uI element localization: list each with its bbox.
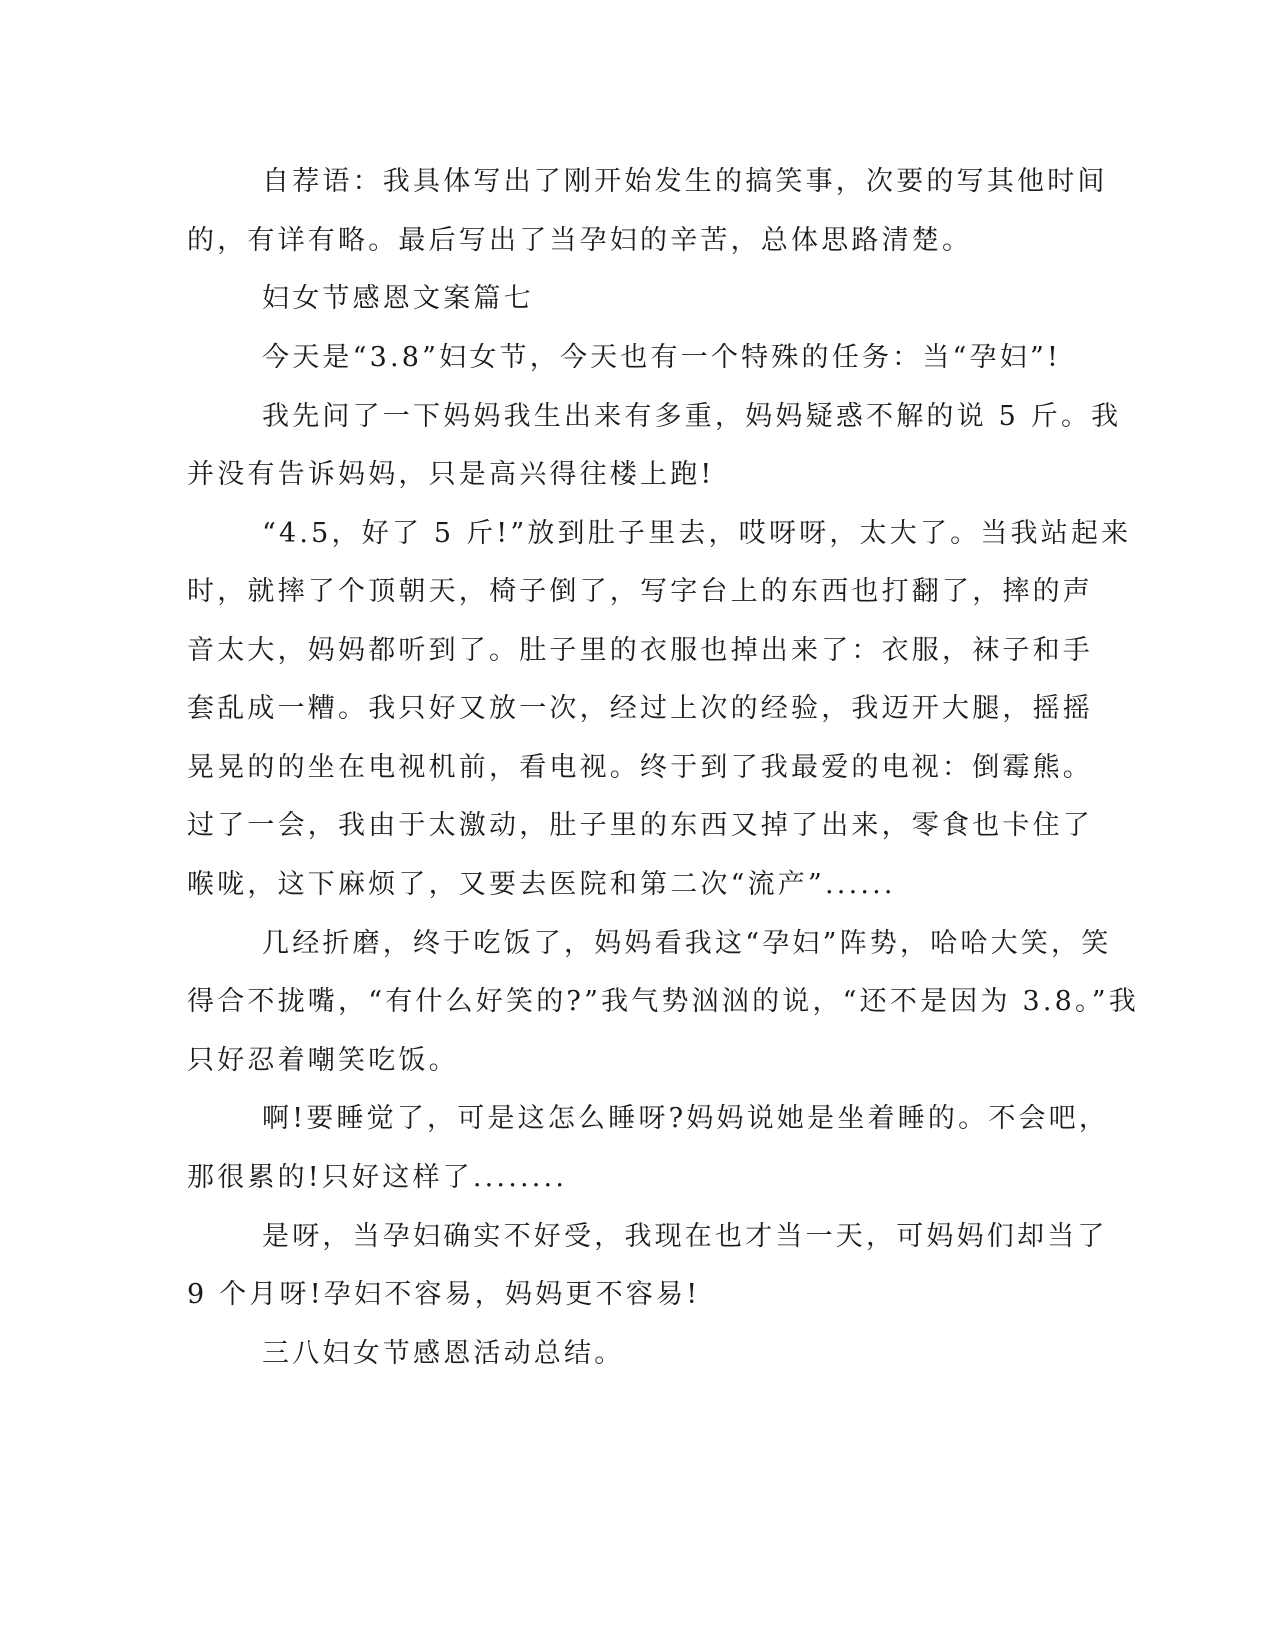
paragraph-line: 三八妇女节感恩活动总结。 — [262, 1338, 625, 1369]
paragraph-line: 并没有告诉妈妈，只是高兴得往楼上跑! — [187, 459, 715, 490]
paragraph-line: 喉咙，这下麻烦了，又要去医院和第二次“流产”...... — [187, 869, 896, 900]
paragraph-line: 音太大，妈妈都听到了。肚子里的衣服也掉出来了：衣服，袜子和手 — [187, 635, 1093, 666]
paragraph-line: 啊!要睡觉了，可是这怎么睡呀?妈妈说她是坐着睡的。不会吧， — [262, 1103, 1110, 1134]
paragraph-line: 晃晃的的坐在电视机前，看电视。终于到了我最爱的电视：倒霉熊。 — [187, 752, 1093, 783]
paragraph-line: 只好忍着嘲笑吃饭。 — [187, 1045, 459, 1076]
paragraph-line: 是呀，当孕妇确实不好受，我现在也才当一天，可妈妈们却当了 — [262, 1221, 1108, 1252]
paragraph-line: 的，有详有略。最后写出了当孕妇的辛苦，总体思路清楚。 — [187, 225, 973, 256]
paragraph-line: 套乱成一糟。我只好又放一次，经过上次的经验，我迈开大腿，摇摇 — [187, 693, 1093, 724]
paragraph-line: 几经折磨，终于吃饭了，妈妈看我这“孕妇”阵势，哈哈大笑，笑 — [262, 928, 1112, 959]
paragraph-line: 时，就摔了个顶朝天，椅子倒了，写字台上的东西也打翻了，摔的声 — [187, 576, 1093, 607]
paragraph-line: 得合不拢嘴，“有什么好笑的?”我气势汹汹的说，“还不是因为 3.8。”我 — [187, 986, 1139, 1017]
paragraph-line: 过了一会，我由于太激动，肚子里的东西又掉了出来，零食也卡住了 — [187, 810, 1093, 841]
paragraph-line: 自荐语：我具体写出了刚开始发生的搞笑事，次要的写其他时间 — [262, 166, 1108, 197]
paragraph-line: 9 个月呀!孕妇不容易，妈妈更不容易! — [187, 1279, 701, 1310]
paragraph-line: 今天是“3.8”妇女节，今天也有一个特殊的任务：当“孕妇”! — [262, 342, 1062, 373]
paragraph-line: “4.5，好了 5 斤!”放到肚子里去，哎呀呀，太大了。当我站起来 — [262, 518, 1132, 549]
paragraph-line: 那很累的!只好这样了........ — [187, 1162, 568, 1193]
paragraph-line: 我先问了一下妈妈我生出来有多重，妈妈疑惑不解的说 5 斤。我 — [262, 401, 1122, 432]
section-heading: 妇女节感恩文案篇七 — [262, 283, 534, 314]
